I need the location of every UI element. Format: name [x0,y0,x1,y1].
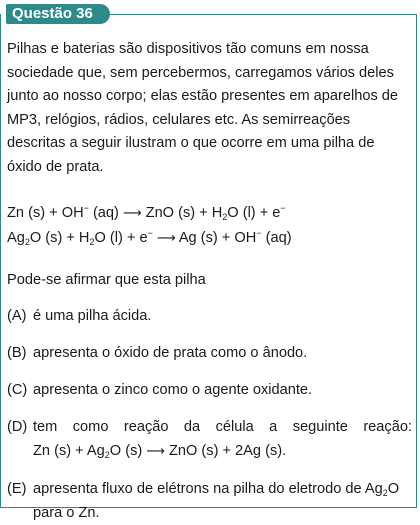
option-b[interactable] [7,341,412,365]
reaction-arrow-icon: ⟶ [122,206,142,221]
option-a[interactable] [7,304,412,328]
option-letter: (A) [7,308,27,324]
option-text: apresenta o óxido de prata como o ânodo. [33,345,308,361]
option-c[interactable] [7,378,412,402]
cell-reaction: Zn $(s) + Ag_2O$ (s) ⟶ ZnO (s) + 2Ag (s). [33,443,287,460]
option-letter: (E) [7,481,27,497]
question-content [7,38,412,525]
option-letter: (B) [7,345,27,361]
option-text [33,477,412,525]
option-d-line1: tem como reação da célula a seguinte reação: [33,419,412,435]
option-e-line1: apresenta fluxo de elétrons na pilha do eletrodo de $Ag_2O$ [33,481,400,498]
reaction-arrow-icon: ⟶ [156,231,176,246]
half-reaction-1: Zn (s) + OH− (aq) ⟶ ZnO $(s) + H_2O$ (l) + e− [7,203,286,222]
option-letter: (D) [7,419,28,435]
half-reaction-2: $Ag_2O$ $(s) + H_2O$ (l) + e− ⟶ Ag (s) + OH− (aq) [7,228,292,247]
option-letter: (C) [7,382,28,398]
option-text: é uma pilha ácida. [33,308,152,324]
question-number-badge: Questão 36 [6,4,110,24]
option-d[interactable] [7,415,412,464]
question-prompt: Pode-se afirmar que esta pilha [7,272,206,288]
option-e-line2: para o Zn. [33,505,100,521]
reaction-arrow-icon: ⟶ [146,444,165,459]
option-e[interactable] [7,477,412,525]
question-header [6,4,416,26]
option-text [33,415,412,464]
header-rule [110,14,416,15]
half-reactions [7,201,412,251]
question-intro: Pilhas e baterias são dispositivos tão comuns em nossa sociedade que, sem percebermos, carregamos vários deles junto ao nosso corpo; elas estão presentes em aparelhos de MP3, relógios, rádios, celulares etc. As semirreações descritas a seguir ilustram o que ocorre em uma pilha de óxido de prata. [7,41,399,175]
option-text: apresenta o zinco como o agente oxidante. [33,382,313,398]
